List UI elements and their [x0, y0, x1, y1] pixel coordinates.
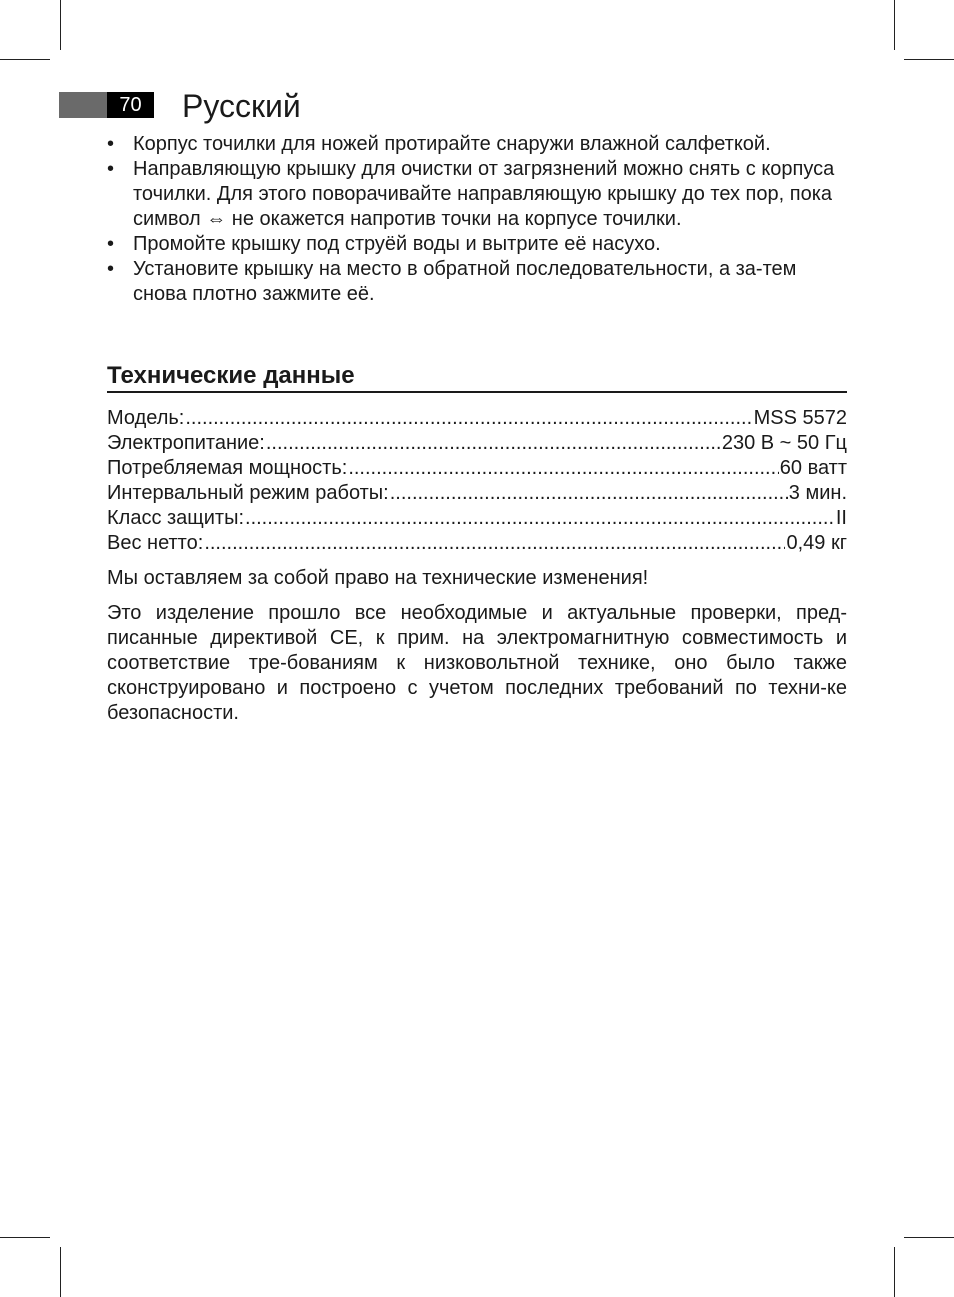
spec-label: Вес нетто:: [107, 532, 204, 554]
spec-value: 230 В ~ 50 Гц: [721, 432, 847, 454]
spec-row: [107, 406, 847, 431]
dot-leader: [348, 456, 778, 481]
dot-leader: [185, 406, 752, 431]
spec-value: MSS 5572: [753, 407, 847, 429]
crop-mark: [904, 1237, 954, 1238]
list-item: • Установите крышку на место в обратной последовательности, а за-тем снова плотно зажмите её.: [107, 258, 797, 305]
list-item: • Корпус точилки для ножей протирайте снаружи влажной салфеткой.: [107, 133, 771, 155]
compliance-note: Это изделение прошло все необходимые и актуальные проверки, пред-писанные директивой CE, к прим. на электромагнитную совместимость и соответствие тре-бованиям к низковольтной технике, оно было также сконструировано и построено с учетом последних требований по техни-ке безопасности.: [107, 602, 847, 724]
cleaning-instructions: [107, 132, 847, 307]
crop-mark: [60, 0, 61, 50]
bullet-dot: •: [107, 233, 115, 255]
bullet-dot: •: [107, 158, 115, 180]
spec-value: II: [835, 507, 847, 529]
spec-row: [107, 531, 847, 556]
spec-row: [107, 431, 847, 456]
header-bar: [59, 92, 107, 118]
dot-leader: [266, 431, 721, 456]
section-title: Русский: [182, 88, 301, 124]
spec-label: Потребляемая мощность:: [107, 457, 348, 479]
spec-row: [107, 481, 847, 506]
spec-list: [107, 406, 847, 556]
bullet-list: [107, 132, 847, 307]
spec-label: Электропитание:: [107, 432, 265, 454]
dot-leader: [204, 531, 785, 556]
crop-mark: [60, 1247, 61, 1297]
crop-mark: [0, 59, 50, 60]
tech-data-heading: Технические данные: [107, 361, 847, 393]
spec-value: 0,49 кг: [786, 532, 847, 554]
spec-value: 3 мин.: [788, 482, 847, 504]
spec-label: Интервальный режим работы:: [107, 482, 389, 504]
dot-leader: [390, 481, 788, 506]
list-item: • Промойте крышку под струёй воды и вытрите её насухо.: [107, 233, 661, 255]
spec-label: Класс защиты:: [107, 507, 245, 529]
spec-label: Модель:: [107, 407, 185, 429]
spec-row: [107, 506, 847, 531]
crop-mark: [894, 1247, 895, 1297]
page-number: 70: [107, 92, 154, 118]
dot-leader: [245, 506, 835, 531]
notes: [107, 566, 847, 736]
spec-value: 60 ватт: [779, 457, 847, 479]
bullet-dot: •: [107, 258, 115, 280]
list-item: • Направляющую крышку для очистки от загрязнений можно снять с корпуса точилки. Для этого поворачивайте направляющую крышку до тех пор, пока символ ⇔ не окажется напротив точки на корпусе точилки.: [107, 158, 835, 230]
crop-mark: [904, 59, 954, 60]
bullet-dot: •: [107, 133, 115, 155]
spec-row: [107, 456, 847, 481]
crop-mark: [894, 0, 895, 50]
crop-mark: [0, 1237, 50, 1238]
changes-note: Мы оставляем за собой право на технические изменения!: [107, 567, 649, 589]
